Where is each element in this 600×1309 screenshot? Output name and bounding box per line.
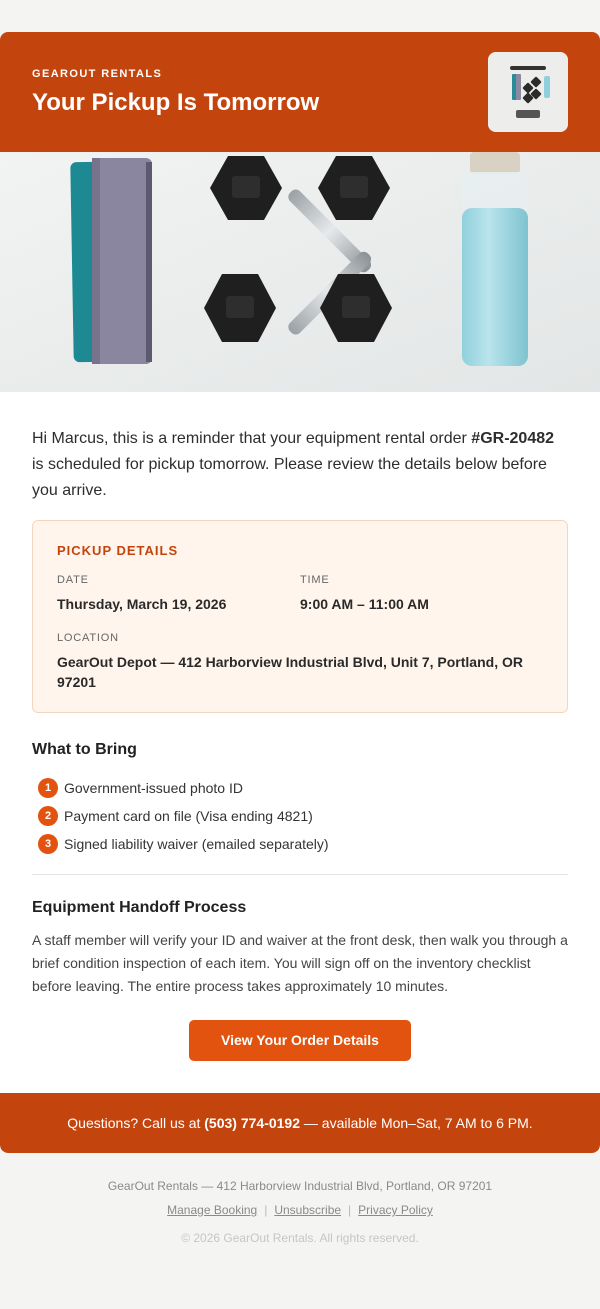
- brand-name: GEAROUT RENTALS: [32, 68, 163, 80]
- handoff-section: [32, 899, 568, 998]
- what-to-bring-heading: What to Bring: [32, 741, 137, 758]
- copyright: © 2026 GearOut Rentals. All rights reserved.: [181, 1231, 419, 1245]
- list-item-text: Government-issued photo ID: [64, 780, 243, 796]
- handoff-heading: Equipment Handoff Process: [32, 899, 247, 916]
- pickup-time: [300, 574, 543, 614]
- manage-booking-link[interactable]: Manage Booking: [167, 1203, 258, 1217]
- intro-text-start: Hi Marcus, this is a reminder that your equipment rental order: [32, 430, 472, 447]
- hero-image: [0, 152, 600, 392]
- email-content: [0, 392, 600, 1093]
- email-card: [0, 32, 600, 1153]
- intro-text-end: is scheduled for pickup tomorrow. Please review the details below before you arrive.: [32, 456, 547, 499]
- list-item-text: Signed liability waiver (emailed separately): [64, 836, 329, 852]
- list-item-text: Payment card on file (Visa ending 4821): [64, 808, 313, 824]
- number-badge: 3: [38, 834, 58, 854]
- contact-text-end: — available Mon–Sat, 7 AM to 6 PM.: [300, 1115, 533, 1131]
- what-to-bring-section: [32, 741, 568, 858]
- view-order-details-button[interactable]: View Your Order Details: [189, 1020, 411, 1061]
- gear-thumbnail-image: [488, 52, 568, 132]
- link-separator: |: [264, 1203, 268, 1217]
- contact-bar: [0, 1093, 600, 1153]
- date-label: DATE: [57, 574, 89, 586]
- list-item: [32, 802, 568, 830]
- number-badge: 2: [38, 806, 58, 826]
- list-item: [32, 774, 568, 802]
- order-number: #GR-20482: [471, 430, 555, 447]
- footer-links: [0, 1203, 600, 1217]
- unsubscribe-link[interactable]: Unsubscribe: [274, 1203, 342, 1217]
- list-item: [32, 830, 568, 858]
- contact-text: [67, 1115, 532, 1131]
- pickup-location: [57, 632, 543, 692]
- email-title: Your Pickup Is Tomorrow: [32, 89, 320, 116]
- cta-row: [32, 1020, 568, 1061]
- email-container: [0, 32, 600, 1245]
- privacy-policy-link[interactable]: Privacy Policy: [358, 1203, 433, 1217]
- pickup-date-time-row: [57, 574, 543, 614]
- time-value: 9:00 AM – 11:00 AM: [300, 596, 429, 612]
- number-badge: 1: [38, 778, 58, 798]
- contact-text-start: Questions? Call us at: [67, 1115, 205, 1131]
- pickup-date: [57, 574, 300, 614]
- location-value: GearOut Depot — 412 Harborview Industrial Blvd, Unit 7, Portland, OR 97201: [57, 654, 523, 690]
- location-label: LOCATION: [57, 632, 119, 644]
- pickup-details-heading: PICKUP DETAILS: [57, 543, 179, 558]
- footer-address: GearOut Rentals — 412 Harborview Industrial Blvd, Portland, OR 97201: [107, 1179, 493, 1193]
- email-header: [0, 32, 600, 152]
- intro-text: [32, 426, 568, 504]
- handoff-text: A staff member will verify your ID and waiver at the front desk, then walk you through a brief condition inspection of each item. You will sign off on the inventory checklist before leaving. The entire process takes approximately 10 minutes.: [32, 932, 568, 994]
- phone-number-link[interactable]: (503) 774-0192: [204, 1115, 301, 1131]
- what-to-bring-list: [32, 774, 568, 858]
- section-divider: [32, 874, 568, 875]
- pickup-details-box: [32, 520, 568, 713]
- date-value: Thursday, March 19, 2026: [57, 596, 227, 612]
- link-separator: |: [348, 1203, 352, 1217]
- time-label: TIME: [300, 574, 330, 586]
